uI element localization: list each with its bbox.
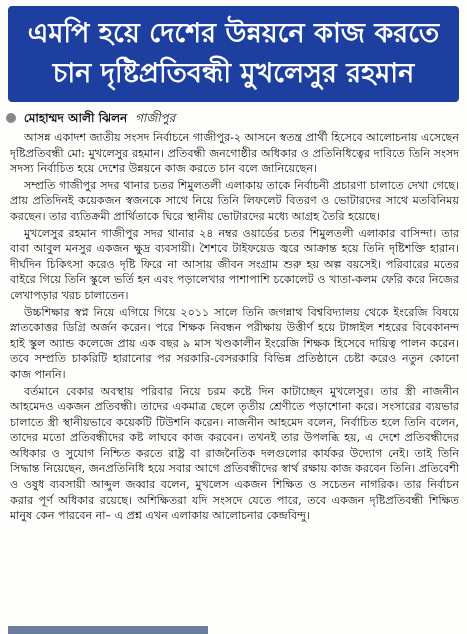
headline-line-1: এমপি হয়ে দেশের উন্নয়নে কাজ করতে	[27, 18, 440, 49]
photo-edge	[8, 626, 208, 634]
headline-banner	[8, 6, 459, 102]
article-body	[10, 130, 459, 624]
article-paragraph: বর্তমানে বেকার অবস্থায় পরিবার নিয়ে চরম কষ্টে দিন কাটাচ্ছেন মুখলেসুর। তার স্ত্রী নাজনীন আহমেদও একজন প্রতিবন্ধী। তাদের একমাত্র ছেলে তৃতীয় শ্রেণীতে পড়াশোনা করে। সংসারের ব্যয়ভার চালাতে স্ত্রী স্থানীয়ভাবে কয়েকটি টিউশনি করেন। নাজনীন আহমেদ বলেন, নির্বাচিত হলে তিনি বলেন, তাদের মতো প্রতিবন্ধীদের কষ্ট লাঘবে কাজ করবেন। তখনই তার উপলব্ধি হয়, এ দেশে প্রতিবন্ধীদের অধিকার ও সুযোগ নিশ্চিত করতে রাষ্ট্র বা রাজনৈতিক দলগুলোর কার্যকর উদ্যোগ নেই। তাই তিনি সিদ্ধান্ত নিয়েছেন, জনপ্রতিনিধি হয়ে সবার আগে প্রতিবন্ধীদের স্বার্থ রক্ষায় কাজ করবেন তিনি। প্রতিবেশী ও ওষুধ ব্যবসায়ী আব্দুল জব্বার বলেন, মুখলেস একজন শিক্ষিত ও সচেতন নাগরিক। তার নির্বাচন করার পূর্ণ অধিকার রয়েছে। অশিক্ষিতরা যদি সংসদে যেতে পারে, তবে একজন দৃষ্টিপ্রতিবন্ধী শিক্ষিত মানুষ কেন পারবেন না– এ প্রশ্ন এখন এলাকায় আলোচনার কেন্দ্রবিন্দু।	[10, 384, 459, 523]
article-paragraph: আসন্ন একাদশ জাতীয় সংসদ নির্বাচনে গাজীপুর-২ আসনে স্বতন্ত্র প্রার্থী হিসেবে আলোচনায় এসেছেন দৃষ্টিপ্রতিবন্ধী মো: মুখলেসুর রহমান। প্রতিবন্ধী জনগোষ্ঠীর অধিকার ও প্রতিনিধিত্বের দাবিতে তিনি সংসদ সদস্য নির্বাচিত হয়ে দেশের উন্নয়নে কাজ করতে চান বলে জানিয়েছেন।	[10, 131, 459, 176]
article-paragraph: সম্প্রতি গাজীপুর সদর থানার চতর শিমুলতলী এলাকায় তাকে নির্বাচনী প্রচারণা চালাতে দেখা গেছে। প্রায় প্রতিদিনই কয়েকজন স্বজনকে সাথে নিয়ে তিনি লিফলেট বিতরণ ও ভোটারদের সাথে মতবিনিময় করছেন। তার ব্যতিক্রমী প্রার্থিতাকে ঘিরে স্থানীয় ভোটারদের মধ্যে আগ্রহ তৈরি হয়েছে।	[10, 178, 459, 223]
byline-author: মোহাম্মদ আলী ঝিলন	[23, 111, 128, 125]
headline-line-2: চান দৃষ্টিপ্রতিবন্ধী মুখলেসুর রহমান	[52, 58, 415, 89]
byline-place: গাজীপুর	[135, 111, 176, 125]
article-paragraph: মুখলেসুর রহমান গাজীপুর সদর থানার ২৪ নম্বর ওয়ার্ডের চতর শিমুলতলী এলাকার বাসিন্দা। তার বাবা আবুল মনসুর একজন ক্ষুদ্র ব্যবসায়ী। শৈশবে টাইফয়েড জ্বরে আক্রান্ত হয়ে তিনি দৃষ্টিশক্তি হারান। দীর্ঘদিন চিকিৎসা করেও দৃষ্টি ফিরে না আসায় জীবন সংগ্রাম শুরু হয় অল্প বয়সেই। পরিবারের মতের বাইরে গিয়ে তিনি স্কুলে ভর্তি হন এবং পড়ালেখার পাশাপাশি চকোলেট ও খাতা-কলম ফেরি করে নিজের লেখাপড়ার খরচ চালাতেন।	[10, 226, 459, 302]
byline	[6, 108, 461, 128]
article-paragraph: উচ্চশিক্ষার স্বপ্ন নিয়ে এগিয়ে গিয়ে ২০১১ সালে তিনি জগন্নাথ বিশ্ববিদ্যালয় থেকে ইংরেজি বিষয়ে স্নাতকোত্তর ডিগ্রি অর্জন করেন। পরে শিক্ষক নিবন্ধন পরীক্ষায় উত্তীর্ণ হয়ে টাঙ্গাইল শহরের বিবেকানন্দ হাই স্কুল অ্যান্ড কলেজে প্রায় এক বছর ৯ মাস খণ্ডকালীন ইংরেজি শিক্ষক হিসেবে দায়িত্ব পালন করেন। তবে সম্প্রতি চাকরিটি হারানোর পর সরকারি-বেসরকারি বিভিন্ন প্রতিষ্ঠানে চেষ্টা করেও নতুন কোনো কাজ পাননি।	[10, 305, 459, 381]
bullet-icon	[6, 113, 16, 123]
